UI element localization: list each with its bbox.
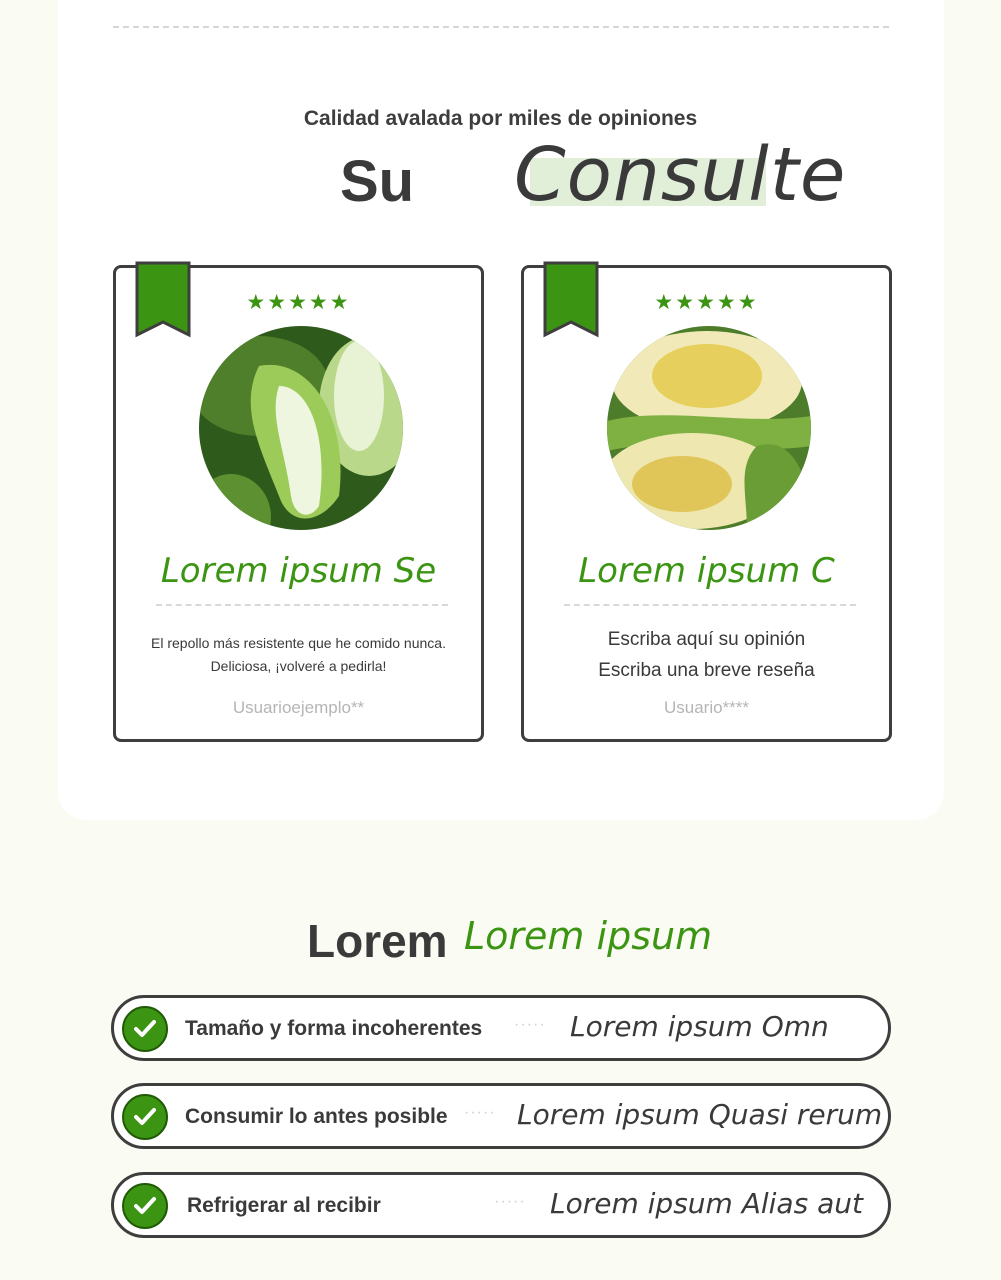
card-divider: [564, 604, 856, 606]
cabbage-photo: [199, 326, 403, 530]
dotted-leader: ·····: [494, 1193, 526, 1210]
cabbage-photo: [607, 326, 811, 530]
dotted-leader: ·····: [514, 1016, 546, 1033]
features-title: Lorem: [307, 915, 448, 967]
review-card: [113, 265, 484, 742]
review-user: Usuarioejemplo**: [232, 698, 365, 717]
check-icon: [122, 1006, 168, 1052]
feature-label: Tamaño y forma incoherentes: [185, 1017, 483, 1040]
top-divider: [113, 26, 889, 28]
features-title-script: Lorem ipsum: [464, 914, 713, 958]
feature-value: Lorem ipsum Alias aut: [550, 1187, 863, 1220]
feature-label: Consumir lo antes posible: [185, 1105, 448, 1128]
feature-row: [111, 995, 891, 1061]
review-text-line1: Escriba aquí su opinión: [607, 629, 806, 650]
review-text-line2: Escriba una breve reseña: [598, 660, 815, 681]
card-divider: [156, 604, 448, 606]
rating-stars: ★★★★★: [246, 291, 351, 314]
section-title: Su: [340, 149, 415, 214]
dotted-leader: ·····: [464, 1104, 496, 1121]
feature-value: Lorem ipsum Omn: [570, 1010, 829, 1043]
review-title: Lorem ipsum C: [578, 551, 835, 591]
review-user: Usuario****: [663, 698, 750, 717]
section-title-script: Consulte: [514, 132, 847, 218]
feature-row: [111, 1083, 891, 1149]
check-icon: [122, 1094, 168, 1140]
rating-stars: ★★★★★: [654, 291, 759, 314]
feature-value: Lorem ipsum Quasi rerum: [517, 1098, 883, 1131]
check-icon: [122, 1183, 168, 1229]
feature-row: [111, 1172, 891, 1238]
section-kicker: Calidad avalada por miles de opiniones: [303, 107, 698, 130]
review-text-line2: Deliciosa, ¡volveré a pedirla!: [210, 658, 387, 674]
review-text-line1: El repollo más resistente que he comido nunca.: [151, 635, 446, 651]
feature-label: Refrigerar al recibir: [187, 1194, 381, 1217]
review-card: [521, 265, 892, 742]
review-title: Lorem ipsum Se: [160, 551, 437, 591]
